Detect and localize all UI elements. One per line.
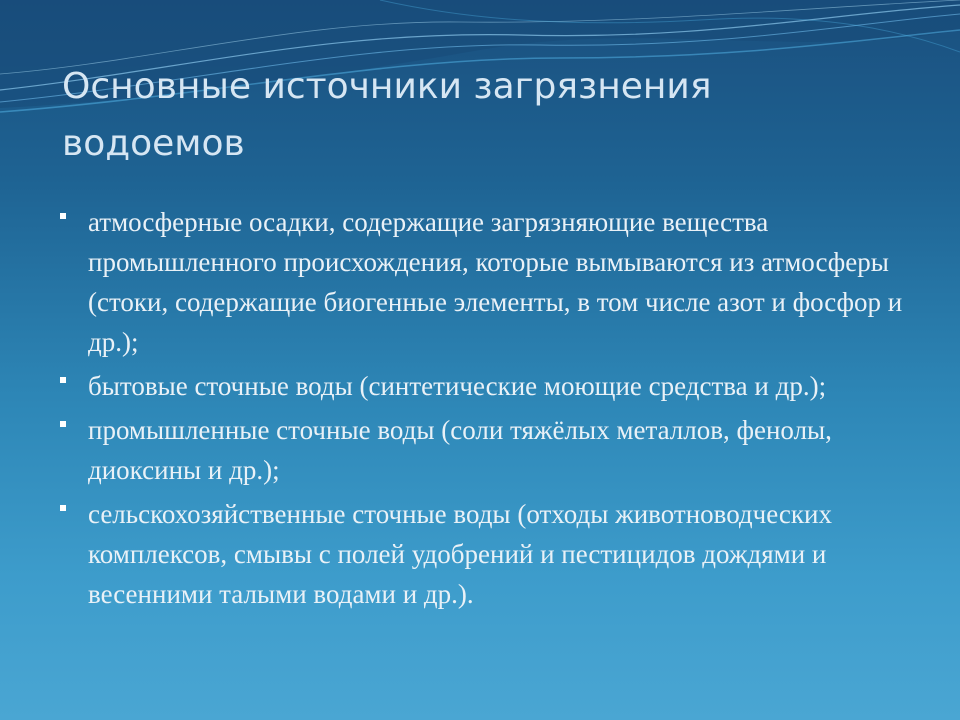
- list-item-text: сельскохозяйственные сточные воды (отходы животноводческих комплексов, смывы с полей удобрений и пестицидов дождями и весенними талыми водами и др.).: [88, 499, 832, 609]
- list-item: [60, 410, 920, 490]
- square-bullet-icon: [60, 213, 66, 219]
- list-item: [60, 366, 920, 406]
- list-item: [60, 494, 920, 614]
- square-bullet-icon: [60, 505, 66, 511]
- square-bullet-icon: [60, 377, 66, 383]
- square-bullet-icon: [60, 421, 66, 427]
- bullet-list: [60, 202, 920, 618]
- list-item-text: атмосферные осадки, содержащие загрязняющие вещества промышленного происхождения, которые вымываются из атмосферы (стоки, содержащие биогенные элементы, в том числе азот и фосфор и др.);: [88, 207, 903, 357]
- list-item-text: промышленные сточные воды (соли тяжёлых металлов, фенолы, диоксины и др.);: [88, 415, 832, 485]
- slide-title: Основные источники загрязнения водоемов: [62, 66, 712, 164]
- list-item: [60, 202, 920, 362]
- list-item-text: бытовые сточные воды (синтетические моющие средства и др.);: [88, 371, 827, 401]
